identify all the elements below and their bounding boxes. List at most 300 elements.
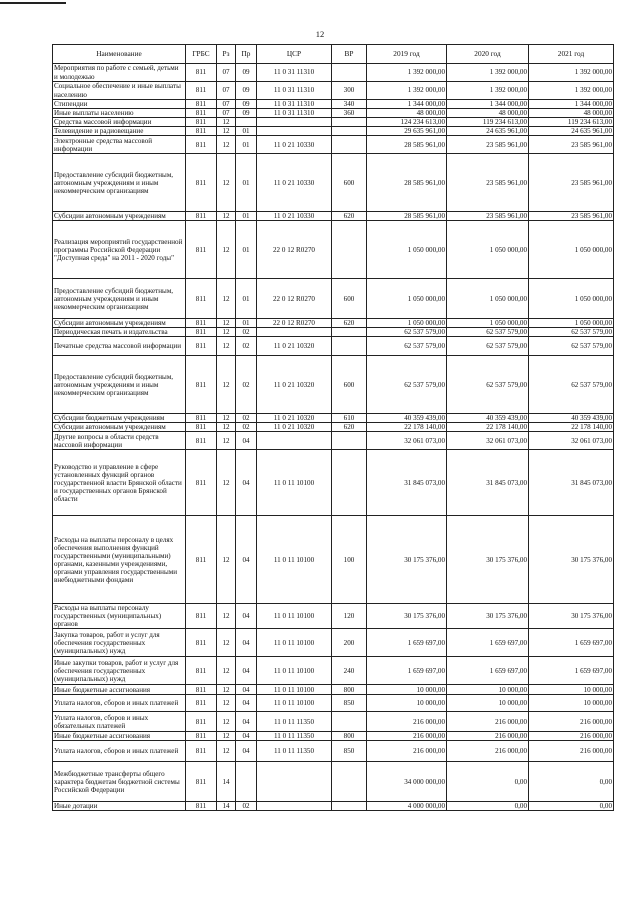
cell-grbs: 811 [186,118,217,127]
cell-grbs: 811 [186,127,217,136]
cell-name: Субсидии автономным учреждениям [53,423,186,432]
cell-pr: 01 [236,154,257,212]
cell-rz: 12 [217,127,236,136]
cell-name: Иные выплаты населению [53,109,186,118]
cell-vr: 240 [332,657,367,685]
cell-csr: 11 0 11 11350 [257,732,332,741]
cell-pr: 02 [236,328,257,337]
cell-grbs: 811 [186,762,217,802]
cell-vr [332,337,367,356]
col-header-pr: Пр [236,45,257,64]
cell-2021: 216 000,00 [529,732,614,741]
cell-name: Социальное обеспечение и иные выплаты населению [53,82,186,100]
cell-rz: 12 [217,154,236,212]
cell-2019: 1 050 000,00 [367,319,447,328]
cell-2019: 34 000 000,00 [367,762,447,802]
cell-pr [236,118,257,127]
cell-rz: 12 [217,328,236,337]
cell-rz: 12 [217,604,236,629]
cell-name: Средства массовой информации [53,118,186,127]
cell-rz: 14 [217,762,236,802]
cell-2021: 48 000,00 [529,109,614,118]
col-header-csr: ЦСР [257,45,332,64]
cell-csr: 11 0 11 11350 [257,741,332,762]
cell-2020: 1 392 000,00 [447,82,529,100]
table-row [53,337,614,356]
cell-vr: 360 [332,109,367,118]
cell-grbs: 811 [186,423,217,432]
cell-name: Электронные средства массовой информации [53,136,186,154]
cell-pr: 04 [236,685,257,695]
cell-grbs: 811 [186,657,217,685]
table-row [53,432,614,450]
table-row [53,695,614,712]
cell-csr: 11 0 21 10320 [257,423,332,432]
col-header-2019: 2019 год [367,45,447,64]
table-row [53,762,614,802]
cell-pr: 04 [236,516,257,604]
cell-grbs: 811 [186,212,217,221]
cell-grbs: 811 [186,109,217,118]
cell-grbs: 811 [186,337,217,356]
cell-rz: 12 [217,337,236,356]
page-number: 12 [315,29,325,39]
cell-rz: 07 [217,100,236,109]
cell-pr: 02 [236,414,257,423]
cell-vr [332,450,367,516]
cell-name: Межбюджетные трансферты общего характера бюджетам бюджетной системы Российской Федерации [53,762,186,802]
header-row [53,45,614,64]
cell-pr: 02 [236,337,257,356]
table-row [53,712,614,732]
cell-rz: 07 [217,82,236,100]
cell-2020: 23 585 961,00 [447,154,529,212]
cell-2019: 1 392 000,00 [367,82,447,100]
cell-grbs: 811 [186,279,217,319]
cell-2021: 10 000,00 [529,695,614,712]
cell-2019: 30 175 376,00 [367,604,447,629]
cell-csr: 11 0 31 11310 [257,82,332,100]
cell-vr [332,432,367,450]
cell-2020: 216 000,00 [447,712,529,732]
cell-2019: 216 000,00 [367,712,447,732]
cell-csr: 11 0 11 10100 [257,604,332,629]
cell-2021: 216 000,00 [529,712,614,732]
cell-name: Предоставление субсидий бюджетным, автономным учреждениям и иным некоммерческим организациям [53,279,186,319]
cell-rz: 12 [217,516,236,604]
cell-name: Уплата налогов, сборов и иных платежей [53,695,186,712]
cell-2020: 1 050 000,00 [447,319,529,328]
cell-pr: 09 [236,100,257,109]
cell-grbs: 811 [186,802,217,811]
cell-name: Расходы на выплаты персоналу в целях обеспечения выполнения функций государственными (муниципальными) органами, казенными учреждениями, органами управления государственными внебюджетными фондами [53,516,186,604]
cell-2020: 1 050 000,00 [447,279,529,319]
table-row [53,356,614,414]
cell-name: Реализация мероприятий государственной программы Российской Федерации "Доступная среда" на 2011 - 2020 годы" [53,221,186,279]
cell-grbs: 811 [186,629,217,657]
table-row [53,279,614,319]
cell-grbs: 811 [186,414,217,423]
cell-name: Мероприятия по работе с семьей, детьми и молодежью [53,64,186,82]
cell-rz: 12 [217,629,236,657]
table-row [53,118,614,127]
cell-2021: 1 050 000,00 [529,319,614,328]
cell-2020: 1 659 697,00 [447,629,529,657]
cell-2020: 1 659 697,00 [447,657,529,685]
cell-vr: 100 [332,516,367,604]
cell-grbs: 811 [186,328,217,337]
table-row [53,741,614,762]
col-header-2021: 2021 год [529,45,614,64]
cell-vr: 620 [332,212,367,221]
cell-csr: 22 0 12 R0270 [257,319,332,328]
cell-pr: 01 [236,127,257,136]
cell-grbs: 811 [186,356,217,414]
cell-pr: 01 [236,319,257,328]
table-row [53,328,614,337]
cell-grbs: 811 [186,64,217,82]
cell-vr: 620 [332,423,367,432]
cell-pr: 01 [236,136,257,154]
cell-rz: 12 [217,279,236,319]
cell-2021: 0,00 [529,802,614,811]
cell-grbs: 811 [186,100,217,109]
budget-table [52,44,614,811]
cell-2021: 119 234 613,00 [529,118,614,127]
cell-csr: 11 0 11 11350 [257,712,332,732]
cell-rz: 12 [217,136,236,154]
cell-vr [332,118,367,127]
cell-rz: 12 [217,657,236,685]
cell-vr [332,762,367,802]
cell-vr [332,712,367,732]
table-row [53,319,614,328]
cell-2020: 31 845 073,00 [447,450,529,516]
cell-2021: 23 585 961,00 [529,154,614,212]
col-header-vr: ВР [332,45,367,64]
cell-2020: 216 000,00 [447,732,529,741]
cell-csr: 11 0 31 11310 [257,100,332,109]
cell-pr: 09 [236,109,257,118]
cell-name: Закупка товаров, работ и услуг для обеспечения государственных (муниципальных) нужд [53,629,186,657]
cell-csr: 11 0 11 10100 [257,450,332,516]
cell-rz: 14 [217,802,236,811]
cell-name: Субсидии автономным учреждениям [53,319,186,328]
cell-2021: 23 585 961,00 [529,136,614,154]
cell-2019: 28 585 961,00 [367,212,447,221]
cell-name: Руководство и управление в сфере установленных функций органов государственной власти Брянской области и государственных органов Брянской области [53,450,186,516]
cell-grbs: 811 [186,741,217,762]
cell-rz: 12 [217,118,236,127]
cell-2021: 30 175 376,00 [529,604,614,629]
cell-vr [332,802,367,811]
top-rule [0,2,66,4]
cell-2020: 1 392 000,00 [447,64,529,82]
cell-2020: 48 000,00 [447,109,529,118]
cell-2021: 1 659 697,00 [529,657,614,685]
cell-csr: 22 0 12 R0270 [257,221,332,279]
cell-vr: 800 [332,685,367,695]
cell-name: Периодическая печать и издательства [53,328,186,337]
cell-2019: 62 537 579,00 [367,337,447,356]
cell-2020: 23 585 961,00 [447,212,529,221]
cell-vr [332,64,367,82]
cell-2019: 62 537 579,00 [367,328,447,337]
cell-grbs: 811 [186,136,217,154]
table-row [53,604,614,629]
cell-2019: 22 178 140,00 [367,423,447,432]
cell-2021: 1 392 000,00 [529,64,614,82]
cell-grbs: 811 [186,516,217,604]
cell-csr: 11 0 11 10100 [257,685,332,695]
cell-pr: 02 [236,802,257,811]
cell-2019: 28 585 961,00 [367,154,447,212]
cell-vr [332,221,367,279]
cell-vr: 340 [332,100,367,109]
table-row [53,127,614,136]
cell-grbs: 811 [186,82,217,100]
cell-2021: 10 000,00 [529,685,614,695]
cell-csr: 11 0 31 11310 [257,64,332,82]
cell-vr: 620 [332,319,367,328]
cell-2019: 29 635 961,00 [367,127,447,136]
cell-2020: 40 359 439,00 [447,414,529,423]
cell-2019: 1 659 697,00 [367,657,447,685]
col-header-2020: 2020 год [447,45,529,64]
cell-2019: 30 175 376,00 [367,516,447,604]
cell-csr [257,118,332,127]
cell-2021: 62 537 579,00 [529,337,614,356]
table-row [53,450,614,516]
cell-2020: 62 537 579,00 [447,337,529,356]
cell-rz: 12 [217,319,236,328]
cell-csr: 11 0 11 10100 [257,657,332,685]
cell-2020: 30 175 376,00 [447,604,529,629]
cell-2020: 10 000,00 [447,695,529,712]
cell-rz: 12 [217,414,236,423]
cell-pr: 02 [236,423,257,432]
cell-pr: 09 [236,64,257,82]
cell-csr: 11 0 21 10320 [257,356,332,414]
table-row [53,414,614,423]
cell-name: Иные бюджетные ассигнования [53,732,186,741]
cell-name: Субсидии бюджетным учреждениям [53,414,186,423]
table-row [53,732,614,741]
cell-rz: 07 [217,64,236,82]
cell-2019: 124 234 613,00 [367,118,447,127]
table-row [53,100,614,109]
cell-2019: 1 050 000,00 [367,221,447,279]
cell-name: Иные бюджетные ассигнования [53,685,186,695]
cell-2019: 216 000,00 [367,732,447,741]
cell-2021: 24 635 961,00 [529,127,614,136]
cell-2020: 0,00 [447,802,529,811]
cell-rz: 12 [217,221,236,279]
cell-2020: 1 344 000,00 [447,100,529,109]
cell-2021: 31 845 073,00 [529,450,614,516]
cell-2021: 22 178 140,00 [529,423,614,432]
cell-vr: 600 [332,154,367,212]
cell-grbs: 811 [186,732,217,741]
table-row [53,629,614,657]
cell-csr: 11 0 21 10330 [257,154,332,212]
cell-2020: 119 234 613,00 [447,118,529,127]
table-row [53,154,614,212]
table-row [53,82,614,100]
cell-vr: 200 [332,629,367,657]
cell-rz: 12 [217,741,236,762]
cell-2021: 1 344 000,00 [529,100,614,109]
cell-csr [257,762,332,802]
cell-2020: 62 537 579,00 [447,328,529,337]
cell-rz: 12 [217,685,236,695]
cell-2021: 1 050 000,00 [529,221,614,279]
cell-2019: 10 000,00 [367,685,447,695]
cell-2020: 216 000,00 [447,741,529,762]
cell-2021: 62 537 579,00 [529,328,614,337]
cell-csr: 11 0 31 11310 [257,109,332,118]
cell-rz: 07 [217,109,236,118]
cell-vr [332,328,367,337]
cell-grbs: 811 [186,154,217,212]
cell-csr: 11 0 11 10100 [257,516,332,604]
cell-vr: 300 [332,82,367,100]
cell-2021: 1 392 000,00 [529,82,614,100]
cell-csr: 11 0 21 10330 [257,136,332,154]
cell-grbs: 811 [186,695,217,712]
cell-csr [257,802,332,811]
cell-2019: 62 537 579,00 [367,356,447,414]
cell-name: Иные дотации [53,802,186,811]
cell-rz: 12 [217,695,236,712]
cell-csr: 11 0 21 10320 [257,337,332,356]
cell-vr [332,136,367,154]
cell-vr: 800 [332,732,367,741]
col-header-name: Наименование [53,45,186,64]
cell-2020: 62 537 579,00 [447,356,529,414]
cell-vr [332,127,367,136]
cell-csr: 11 0 21 10320 [257,414,332,423]
col-header-grbs: ГРБС [186,45,217,64]
cell-2019: 1 050 000,00 [367,279,447,319]
cell-csr: 11 0 21 10330 [257,212,332,221]
table-row [53,657,614,685]
cell-name: Уплата налогов, сборов и иных платежей [53,741,186,762]
cell-2019: 4 000 000,00 [367,802,447,811]
table-body [53,64,614,811]
table-row [53,423,614,432]
cell-2020: 1 050 000,00 [447,221,529,279]
table-row [53,212,614,221]
cell-2021: 1 050 000,00 [529,279,614,319]
cell-vr: 610 [332,414,367,423]
table-row [53,221,614,279]
col-header-rz: Рз [217,45,236,64]
cell-2019: 1 659 697,00 [367,629,447,657]
cell-grbs: 811 [186,432,217,450]
cell-2021: 40 359 439,00 [529,414,614,423]
cell-2021: 32 061 073,00 [529,432,614,450]
cell-2019: 10 000,00 [367,695,447,712]
cell-pr: 04 [236,712,257,732]
cell-2021: 62 537 579,00 [529,356,614,414]
cell-2019: 1 392 000,00 [367,64,447,82]
cell-csr: 22 0 12 R0270 [257,279,332,319]
cell-name: Уплата налогов, сборов и иных обязательных платежей [53,712,186,732]
table-row [53,136,614,154]
table-row [53,802,614,811]
cell-name: Предоставление субсидий бюджетным, автономным учреждениям и иным некоммерческим организациям [53,154,186,212]
cell-vr: 600 [332,356,367,414]
cell-2019: 32 061 073,00 [367,432,447,450]
cell-name: Субсидии автономным учреждениям [53,212,186,221]
cell-2020: 24 635 961,00 [447,127,529,136]
cell-rz: 12 [217,712,236,732]
cell-2020: 30 175 376,00 [447,516,529,604]
cell-vr: 850 [332,695,367,712]
cell-pr: 04 [236,432,257,450]
cell-pr: 09 [236,82,257,100]
cell-pr: 04 [236,629,257,657]
cell-pr: 02 [236,356,257,414]
cell-grbs: 811 [186,221,217,279]
cell-pr: 01 [236,221,257,279]
cell-grbs: 811 [186,450,217,516]
table-row [53,685,614,695]
cell-2019: 28 585 961,00 [367,136,447,154]
cell-2021: 1 659 697,00 [529,629,614,657]
cell-name: Расходы на выплаты персоналу государственных (муниципальных) органов [53,604,186,629]
cell-pr: 04 [236,657,257,685]
cell-vr: 850 [332,741,367,762]
cell-pr: 04 [236,732,257,741]
cell-2019: 216 000,00 [367,741,447,762]
cell-pr [236,762,257,802]
cell-name: Телевидение и радиовещание [53,127,186,136]
cell-name: Иные закупки товаров, работ и услуг для обеспечения государственных (муниципальных) нужд [53,657,186,685]
cell-csr: 11 0 11 10100 [257,695,332,712]
cell-rz: 12 [217,450,236,516]
cell-name: Другие вопросы в области средств массовой информации [53,432,186,450]
cell-rz: 12 [217,212,236,221]
cell-csr [257,127,332,136]
cell-2020: 22 178 140,00 [447,423,529,432]
cell-grbs: 811 [186,604,217,629]
table-row [53,109,614,118]
cell-grbs: 811 [186,319,217,328]
cell-pr: 04 [236,450,257,516]
cell-2020: 32 061 073,00 [447,432,529,450]
cell-2020: 0,00 [447,762,529,802]
table-row [53,516,614,604]
cell-2019: 31 845 073,00 [367,450,447,516]
cell-pr: 04 [236,604,257,629]
cell-2020: 10 000,00 [447,685,529,695]
cell-rz: 12 [217,732,236,741]
cell-rz: 12 [217,356,236,414]
cell-2020: 23 585 961,00 [447,136,529,154]
cell-csr [257,328,332,337]
cell-csr [257,432,332,450]
cell-grbs: 811 [186,685,217,695]
cell-2019: 48 000,00 [367,109,447,118]
cell-pr: 01 [236,279,257,319]
cell-2019: 40 359 439,00 [367,414,447,423]
cell-2021: 216 000,00 [529,741,614,762]
cell-rz: 12 [217,432,236,450]
cell-2021: 0,00 [529,762,614,802]
cell-pr: 04 [236,695,257,712]
